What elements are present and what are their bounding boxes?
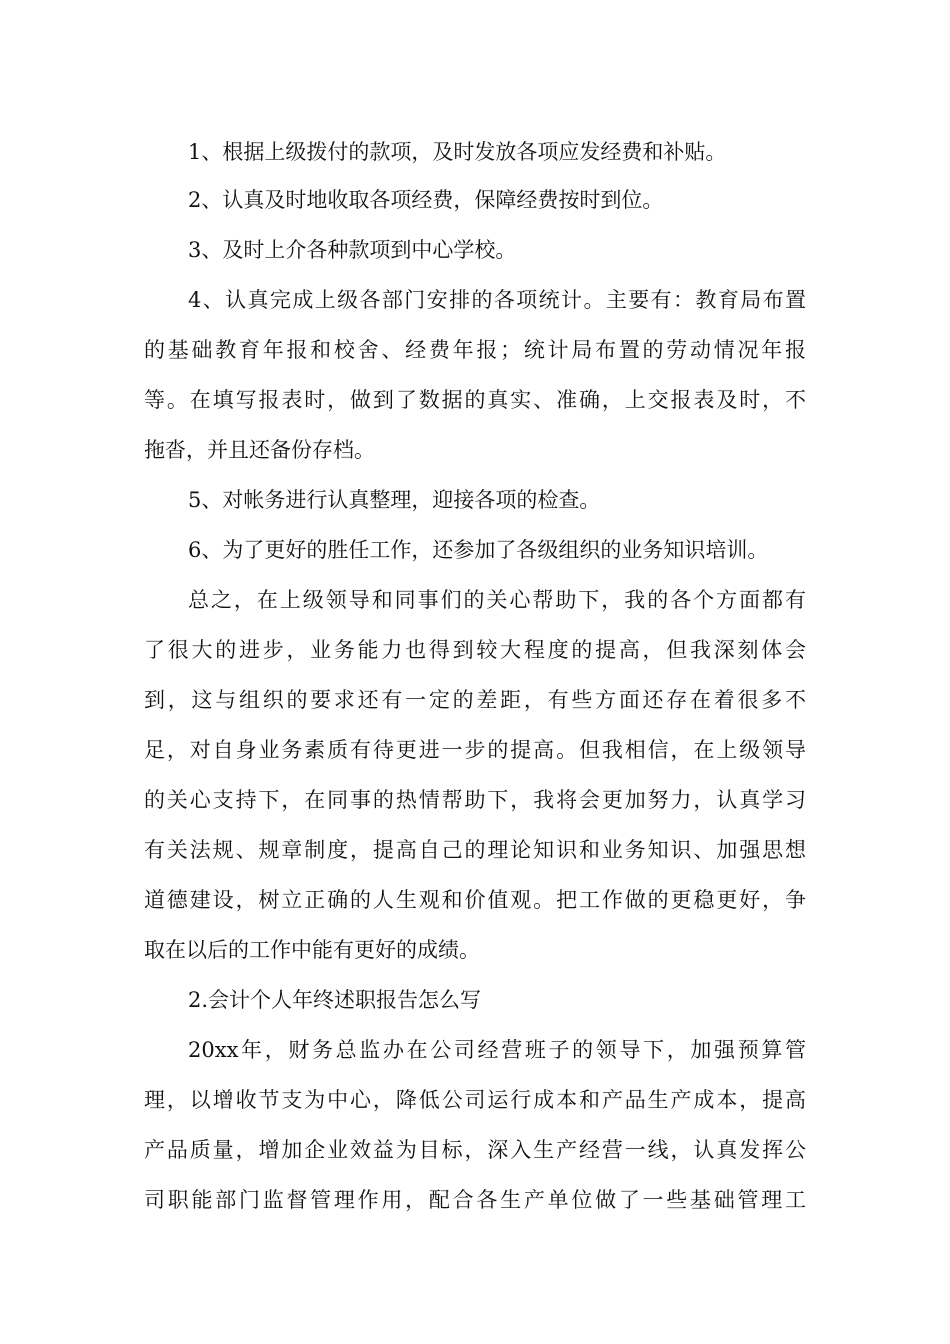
report-paragraph-line-1: 20xx年，财务总监办在公司经营班子的领导下，加强预算管: [188, 1038, 806, 1062]
summary-paragraph-line-8: 取在以后的工作中能有更好的成绩。: [144, 938, 480, 962]
list-item-3: 3、及时上介各种款项到中心学校。: [188, 238, 517, 262]
report-paragraph-line-2: 理，以增收节支为中心，降低公司运行成本和产品生产成本，提高: [144, 1088, 806, 1112]
list-item-4-line-2: 的基础教育年报和校舍、经费年报；统计局布置的劳动情况年报: [144, 338, 806, 362]
summary-paragraph-line-1: 总之，在上级领导和同事们的关心帮助下，我的各个方面都有: [188, 588, 806, 612]
report-paragraph-line-3: 产品质量，增加企业效益为目标，深入生产经营一线，认真发挥公: [144, 1138, 806, 1162]
report-paragraph-line-4: 司职能部门监督管理作用，配合各生产单位做了一些基础管理工: [144, 1188, 806, 1212]
summary-paragraph-line-7: 道德建设，树立正确的人生观和价值观。把工作做的更稳更好，争: [144, 888, 806, 912]
summary-paragraph-line-4: 足，对自身业务素质有待更进一步的提高。但我相信，在上级领导: [144, 738, 806, 762]
list-item-2: 2、认真及时地收取各项经费，保障经费按时到位。: [188, 188, 664, 212]
list-item-6: 6、为了更好的胜任工作，还参加了各级组织的业务知识培训。: [188, 538, 769, 562]
section-heading: 2.会计个人年终述职报告怎么写: [188, 988, 482, 1012]
list-item-4-line-1: 4、认真完成上级各部门安排的各项统计。主要有：教育局布置: [188, 288, 806, 312]
list-item-1: 1、根据上级拨付的款项，及时发放各项应发经费和补贴。: [188, 140, 727, 164]
summary-paragraph-line-2: 了很大的进步，业务能力也得到较大程度的提高，但我深刻体会: [144, 638, 806, 662]
list-item-4-line-3: 等。在填写报表时，做到了数据的真实、准确，上交报表及时，不: [144, 388, 806, 412]
summary-paragraph-line-6: 有关法规、规章制度，提高自己的理论知识和业务知识、加强思想: [144, 838, 806, 862]
list-item-4-line-4: 拖沓，并且还备份存档。: [144, 438, 375, 462]
summary-paragraph-line-5: 的关心支持下，在同事的热情帮助下，我将会更加努力，认真学习: [144, 788, 806, 812]
summary-paragraph-line-3: 到，这与组织的要求还有一定的差距，有些方面还存在着很多不: [144, 688, 806, 712]
list-item-5: 5、对帐务进行认真整理，迎接各项的检查。: [188, 488, 601, 512]
